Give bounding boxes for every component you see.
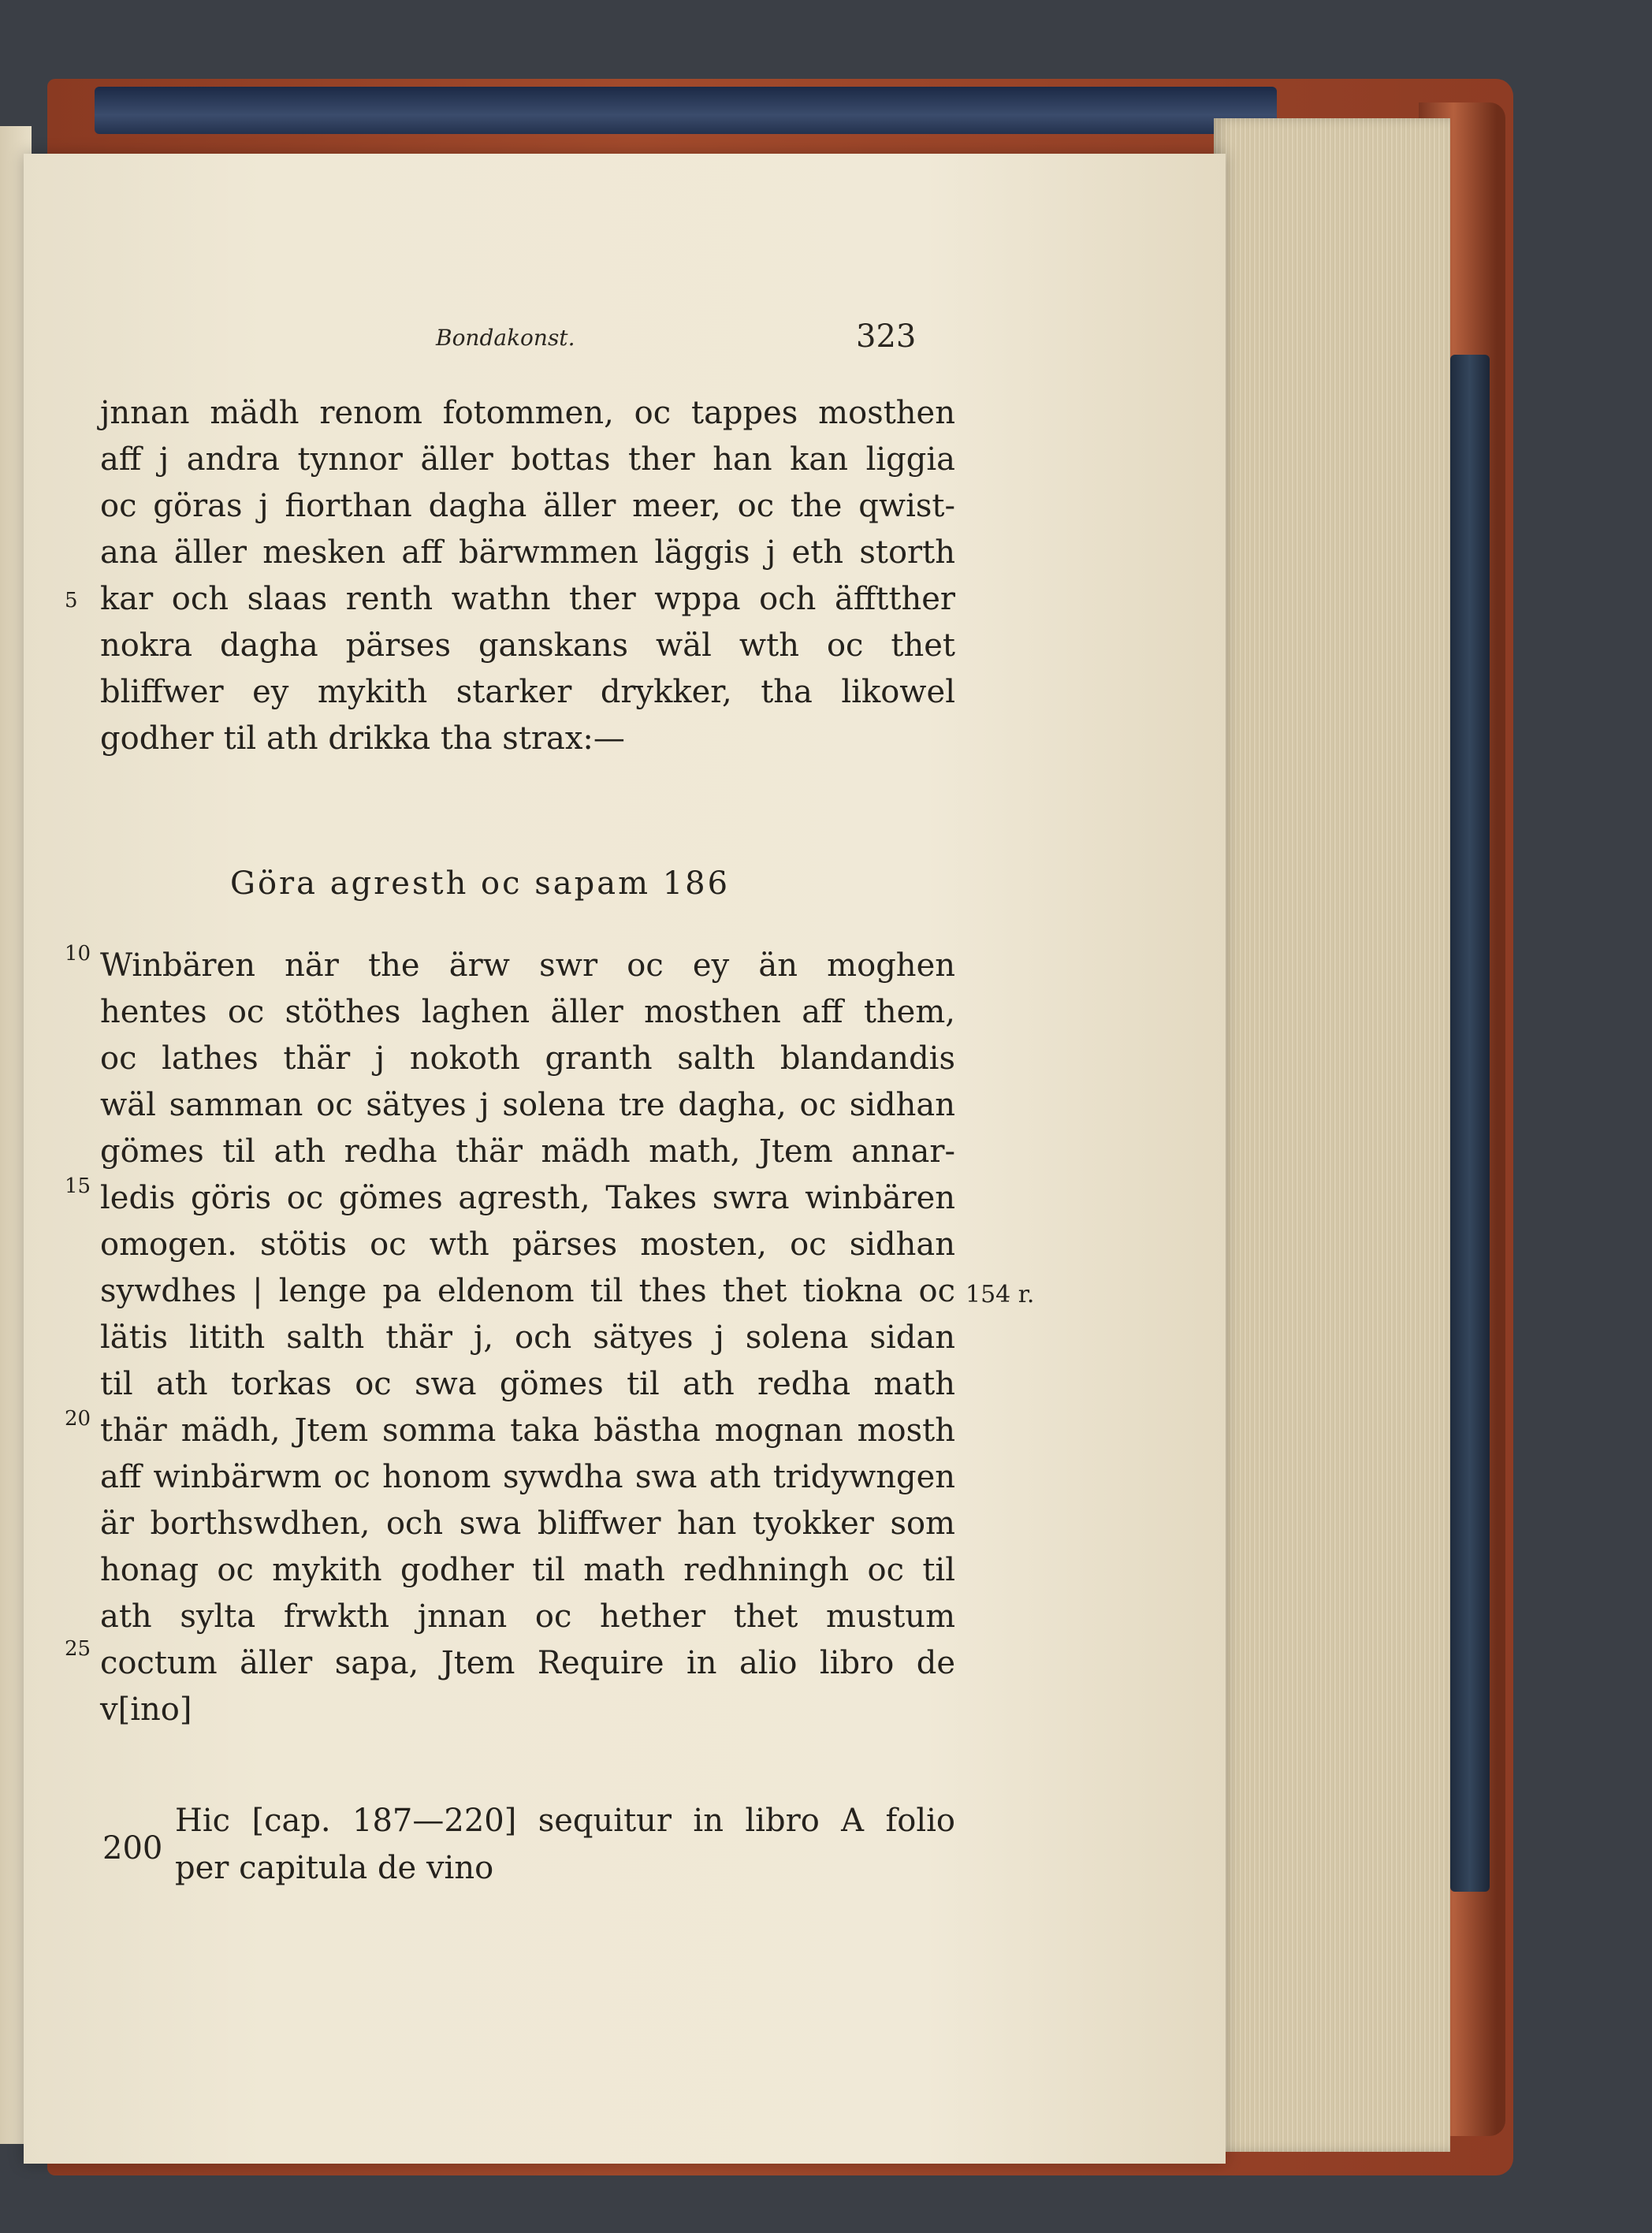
text-line: Hic [cap. 187—220] sequitur in libro A folio <box>175 1803 955 1839</box>
text-line: Winbären när the ärw swr oc ey än moghen <box>100 947 955 984</box>
editorial-note <box>175 1797 955 1892</box>
paragraph-1 <box>100 390 955 762</box>
line-number-20: 20 <box>65 1407 91 1431</box>
text-line: honag oc mykith godher til math redhningh oc til <box>100 1552 955 1588</box>
line-number-10: 10 <box>65 942 91 966</box>
text-line: hentes oc stöthes laghen äller mosthen aff them, <box>100 994 955 1030</box>
text-line: til ath torkas oc swa gömes til ath redha math <box>100 1366 955 1402</box>
text-line: bliffwer ey mykith starker drykker, tha likowel <box>100 674 955 710</box>
line-number-5: 5 <box>65 589 78 612</box>
text-line: aff winbärwm oc honom sywdha swa ath tridywngen <box>100 1459 955 1495</box>
text-line: per capitula de vino <box>175 1850 494 1886</box>
folio-reference: 154 r. <box>966 1281 1035 1308</box>
text-line: godher til ath drikka tha strax:— <box>100 720 625 757</box>
page-number: 323 <box>856 318 917 355</box>
text-line: är borthswdhen, och swa bliffwer han tyokker som <box>100 1505 955 1542</box>
text-line: coctum äller sapa, Jtem Require in alio libro de <box>100 1645 955 1681</box>
text-line: aff j andra tynnor äller bottas ther han kan liggia <box>100 441 955 478</box>
text-line: oc lathes thär j nokoth granth salth blandandis <box>100 1040 955 1077</box>
note-number: 200 <box>102 1830 163 1866</box>
text-line: lätis litith salth thär j, och sätyes j solena sidan <box>100 1319 955 1356</box>
text-line: jnnan mädh renom fotommen, oc tappes mosthen <box>100 395 955 431</box>
text-line: v[ino] <box>100 1691 192 1728</box>
text-line: kar och slaas renth wathn ther wppa och äfftther <box>100 581 955 617</box>
line-number-15: 15 <box>65 1174 91 1198</box>
text-line: wäl samman oc sätyes j solena tre dagha, oc sidhan <box>100 1087 955 1123</box>
page-block-edges <box>1214 118 1450 2152</box>
text-line: gömes til ath redha thär mädh math, Jtem annar- <box>100 1133 955 1170</box>
text-line: ana äller mesken aff bärwmmen läggis j eth storth <box>100 534 955 571</box>
text-line: omogen. stötis oc wth pärses mosten, oc sidhan <box>100 1226 955 1263</box>
text-line: ledis göris oc gömes agresth, Takes swra winbären <box>100 1180 955 1216</box>
line-number-25: 25 <box>65 1637 91 1661</box>
section-heading: Göra agresth oc sapam 186 <box>230 865 731 902</box>
text-line: nokra dagha pärses ganskans wäl wth oc thet <box>100 627 955 664</box>
text-line: oc göras j fiorthan dagha äller meer, oc the qwist- <box>100 488 955 524</box>
spine-binding <box>1450 355 1490 1892</box>
running-head: Bondakonst. <box>436 325 575 351</box>
text-line: ath sylta frwkth jnnan oc hether thet mustum <box>100 1598 955 1635</box>
paragraph-2 <box>100 943 955 1733</box>
text-line: sywdhes | lenge pa eldenom til thes thet tiokna oc <box>100 1273 955 1309</box>
text-line: thär mädh, Jtem somma taka bästha mognan mosth <box>100 1412 955 1449</box>
top-binding-band <box>95 87 1277 134</box>
